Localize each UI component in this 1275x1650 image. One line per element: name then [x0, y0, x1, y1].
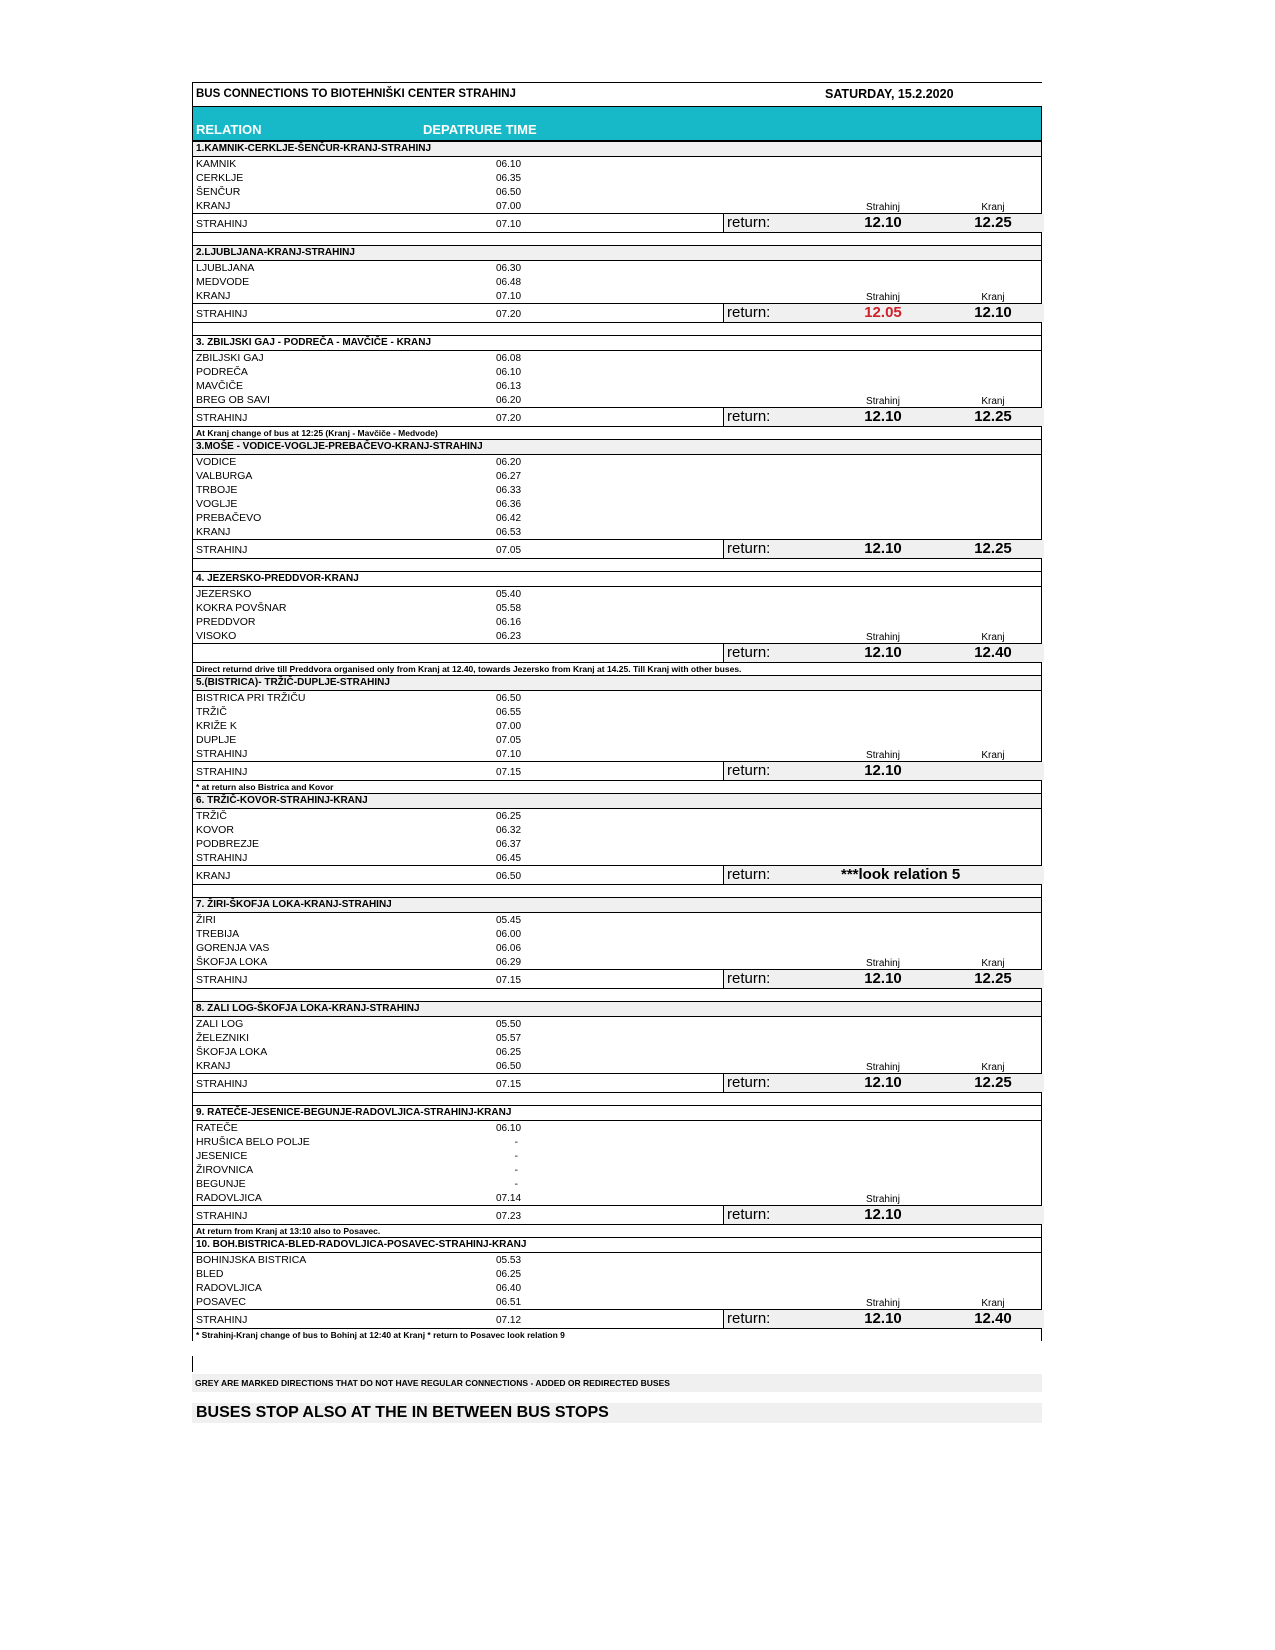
- stop-row: [193, 1191, 1041, 1205]
- stop-row: [193, 199, 1041, 213]
- departure-time: 07.10: [496, 749, 522, 760]
- return-col-strahinj-label: Strahinj: [866, 396, 900, 407]
- final-departure-time: 07.15: [496, 975, 522, 986]
- return-time-strahinj: 12.10: [864, 1206, 902, 1223]
- stop-name: KRANJ: [196, 526, 231, 538]
- return-label: return:: [727, 408, 771, 425]
- stop-row: [193, 809, 1041, 823]
- stop-name: BREG OB SAVI: [196, 394, 270, 406]
- stop-name: POSAVEC: [196, 1296, 246, 1308]
- document-title: BUS CONNECTIONS TO BIOTEHNIŠKI CENTER STRAHINJ: [196, 88, 516, 100]
- departure-time: 06.16: [496, 617, 522, 628]
- stop-name: TRŽIČ: [196, 810, 227, 822]
- departure-time: 06.42: [496, 513, 522, 524]
- stop-row: [193, 1253, 1041, 1267]
- return-time-kranj: 12.25: [974, 408, 1012, 425]
- stop-row: [193, 587, 1041, 601]
- stop-list: [193, 1017, 1042, 1073]
- stop-name: MAVČIČE: [196, 380, 244, 392]
- stop-name: ŽELEZNIKI: [196, 1032, 250, 1044]
- return-time-strahinj: 12.05: [864, 304, 902, 321]
- stop-name: KOVOR: [196, 824, 234, 836]
- stop-row: [193, 1177, 1041, 1191]
- relation-section: [192, 141, 1042, 245]
- stop-name: ŽIROVNICA: [196, 1164, 254, 1176]
- relation-title: 4. JEZERSKO-PREDDVOR-KRANJ: [193, 571, 1042, 587]
- stop-name: STRAHINJ: [196, 748, 248, 760]
- stop-list: [193, 455, 1042, 539]
- stop-row: [193, 171, 1041, 185]
- relation-title: 1.KAMNIK-CERKLJE-ŠENČUR-KRANJ-STRAHINJ: [193, 141, 1042, 157]
- departure-time: 06.06: [496, 943, 522, 954]
- departure-time: 06.20: [496, 395, 522, 406]
- document-date: SATURDAY, 15.2.2020: [825, 87, 954, 101]
- section-spacer: [193, 1092, 1042, 1105]
- departure-time: 06.23: [496, 631, 522, 642]
- stop-name: LJUBLJANA: [196, 262, 255, 274]
- stop-row: [193, 927, 1041, 941]
- stop-name: KOKRA POVŠNAR: [196, 602, 287, 614]
- final-stop-row: [193, 213, 1042, 232]
- departure-time: 06.08: [496, 353, 522, 364]
- relation-section: [192, 1105, 1042, 1237]
- stop-row: [193, 525, 1041, 539]
- final-stop-row: [193, 1205, 1042, 1224]
- stop-list: [193, 809, 1042, 865]
- final-departure-time: 06.50: [496, 871, 522, 882]
- return-time-strahinj: 12.10: [864, 408, 902, 425]
- section-spacer: [193, 322, 1042, 335]
- return-time-strahinj: 12.10: [864, 644, 902, 661]
- stop-row: [193, 1281, 1041, 1295]
- final-stop-name: STRAHINJ: [196, 766, 248, 778]
- departure-time: 06.40: [496, 1283, 522, 1294]
- final-departure-time: 07.15: [496, 767, 522, 778]
- return-col-kranj-label: Kranj: [981, 202, 1005, 213]
- stop-name: TRŽIČ: [196, 706, 227, 718]
- return-label: return:: [727, 1310, 771, 1327]
- stop-row: [193, 1295, 1041, 1309]
- final-stop-name: STRAHINJ: [196, 1078, 248, 1090]
- stop-list: [193, 351, 1042, 407]
- departure-time: 06.32: [496, 825, 522, 836]
- departure-time: 06.55: [496, 707, 522, 718]
- section-spacer: [193, 988, 1042, 1001]
- return-time-kranj: 12.25: [974, 1074, 1012, 1091]
- final-stop-name: STRAHINJ: [196, 412, 248, 424]
- departure-time: 06.27: [496, 471, 522, 482]
- stop-row: [193, 1135, 1041, 1149]
- stop-row: [193, 379, 1041, 393]
- bus-stops-note: BUSES STOP ALSO AT THE IN BETWEEN BUS STOPS: [192, 1403, 1042, 1423]
- stop-list: [193, 691, 1042, 761]
- return-col-kranj-label: Kranj: [981, 750, 1005, 761]
- stop-name: CERKLJE: [196, 172, 244, 184]
- stop-row: [193, 1059, 1041, 1073]
- final-stop-row: [193, 303, 1042, 322]
- stop-name: PODBREZJE: [196, 838, 260, 850]
- return-time-strahinj: 12.10: [864, 540, 902, 557]
- stop-name: JEZERSKO: [196, 588, 252, 600]
- stop-row: [193, 261, 1041, 275]
- stop-row: [193, 1031, 1041, 1045]
- stop-row: [193, 483, 1041, 497]
- final-stop-row: [193, 539, 1042, 558]
- stop-row: [193, 851, 1041, 865]
- return-col-strahinj-label: Strahinj: [866, 1062, 900, 1073]
- departure-time: 06.53: [496, 527, 522, 538]
- return-col-kranj-label: Kranj: [981, 396, 1005, 407]
- return-col-kranj-label: Kranj: [981, 958, 1005, 969]
- stop-name: RADOVLJICA: [196, 1282, 262, 1294]
- return-time-kranj: 12.25: [974, 214, 1012, 231]
- stop-name: ZBILJSKI GAJ: [196, 352, 264, 364]
- return-time-kranj: 12.40: [974, 1310, 1012, 1327]
- stop-row: [193, 289, 1041, 303]
- return-label: return:: [727, 304, 771, 321]
- stop-name: TREBIJA: [196, 928, 240, 940]
- stop-name: HRUŠICA BELO POLJE: [196, 1136, 310, 1148]
- departure-time: -: [514, 1179, 518, 1190]
- return-label: return:: [727, 866, 771, 883]
- column-header: [192, 106, 1042, 141]
- stop-name: BOHINJSKA BISTRICA: [196, 1254, 307, 1266]
- stop-name: GORENJA VAS: [196, 942, 270, 954]
- return-col-strahinj-label: Strahinj: [866, 750, 900, 761]
- final-stop-row: [193, 761, 1042, 780]
- relation-title: 8. ZALI LOG-ŠKOFJA LOKA-KRANJ-STRAHINJ: [193, 1001, 1042, 1017]
- stop-row: [193, 705, 1041, 719]
- return-label: return:: [727, 214, 771, 231]
- final-departure-time: 07.12: [496, 1315, 522, 1326]
- stop-name: DUPLJE: [196, 734, 237, 746]
- final-stop-row: [193, 407, 1042, 426]
- final-departure-time: 07.15: [496, 1079, 522, 1090]
- return-col-strahinj-label: Strahinj: [866, 292, 900, 303]
- final-departure-time: 07.23: [496, 1211, 522, 1222]
- stop-name: PREBAČEVO: [196, 512, 262, 524]
- stop-row: [193, 365, 1041, 379]
- stop-list: [193, 587, 1042, 643]
- return-col-kranj-label: Kranj: [981, 292, 1005, 303]
- relation-note: At return from Kranj at 13:10 also to Posavec.: [193, 1224, 1042, 1237]
- stop-name: VISOKO: [196, 630, 237, 642]
- departure-time: -: [514, 1151, 518, 1162]
- return-label: return:: [727, 762, 771, 779]
- departure-time: 06.50: [496, 693, 522, 704]
- timetable-sheet: [192, 82, 1042, 1341]
- stop-list: [193, 913, 1042, 969]
- stop-row: [193, 733, 1041, 747]
- stop-list: [193, 1121, 1042, 1205]
- section-spacer: [193, 558, 1042, 571]
- section-spacer: [193, 884, 1042, 897]
- return-time-strahinj: 12.10: [864, 1310, 902, 1327]
- stop-name: MEDVODE: [196, 276, 250, 288]
- stop-row: [193, 691, 1041, 705]
- stop-row: [193, 469, 1041, 483]
- stop-name: ŽIRI: [196, 914, 216, 926]
- relation-section: [192, 1001, 1042, 1105]
- stop-row: [193, 747, 1041, 761]
- departure-time: -: [514, 1137, 518, 1148]
- stop-name: KRANJ: [196, 1060, 231, 1072]
- relations-list: [192, 141, 1042, 1341]
- stop-row: [193, 601, 1041, 615]
- stop-name: STRAHINJ: [196, 852, 248, 864]
- relation-section: [192, 897, 1042, 1001]
- final-stop-name: STRAHINJ: [196, 1210, 248, 1222]
- departure-time: 06.13: [496, 381, 522, 392]
- departure-time: 06.00: [496, 929, 522, 940]
- departure-time: 06.45: [496, 853, 522, 864]
- relation-note: At Kranj change of bus at 12:25 (Kranj - Mavčiče - Medvode): [193, 426, 1042, 439]
- return-label: return:: [727, 1206, 771, 1223]
- final-departure-time: 07.10: [496, 219, 522, 230]
- stop-row: [193, 497, 1041, 511]
- departure-time: 06.50: [496, 187, 522, 198]
- stop-row: [193, 1149, 1041, 1163]
- stop-name: VOGLJE: [196, 498, 238, 510]
- stop-name: BEGUNJE: [196, 1178, 246, 1190]
- return-col-kranj-label: Kranj: [981, 1298, 1005, 1309]
- return-col-kranj-label: Kranj: [981, 632, 1005, 643]
- return-col-strahinj-label: Strahinj: [866, 1194, 900, 1205]
- stop-name: ŠKOFJA LOKA: [196, 1046, 268, 1058]
- relation-title: 7. ŽIRI-ŠKOFJA LOKA-KRANJ-STRAHINJ: [193, 897, 1042, 913]
- relation-section: [192, 571, 1042, 675]
- relation-section: [192, 793, 1042, 897]
- grey-legend-note: GREY ARE MARKED DIRECTIONS THAT DO NOT HAVE REGULAR CONNECTIONS - ADDED OR REDIRECTED BUSES: [192, 1374, 1042, 1392]
- departure-time: 06.10: [496, 159, 522, 170]
- relation-title: 6. TRŽIČ-KOVOR-STRAHINJ-KRANJ: [193, 793, 1042, 809]
- final-stop-name: STRAHINJ: [196, 308, 248, 320]
- return-label: return:: [727, 540, 771, 557]
- departure-time: 05.50: [496, 1019, 522, 1030]
- departure-time: 06.30: [496, 263, 522, 274]
- stop-row: [193, 629, 1041, 643]
- left-border-end: [192, 1356, 193, 1372]
- return-col-strahinj-label: Strahinj: [866, 958, 900, 969]
- stop-name: ŠENČUR: [196, 186, 241, 198]
- title-row: [192, 82, 1042, 106]
- relation-title: 3.MOŠE - VODICE-VOGLJE-PREBAČEVO-KRANJ-STRAHINJ: [193, 439, 1042, 455]
- relation-section: [192, 439, 1042, 571]
- final-departure-time: 07.20: [496, 413, 522, 424]
- departure-time: 05.58: [496, 603, 522, 614]
- final-stop-row: [193, 865, 1042, 884]
- relation-section: [192, 1237, 1042, 1341]
- stop-row: [193, 615, 1041, 629]
- departure-time: 06.35: [496, 173, 522, 184]
- stop-name: KRANJ: [196, 200, 231, 212]
- return-label: return:: [727, 644, 771, 661]
- departure-time: 06.29: [496, 957, 522, 968]
- departure-time: 06.25: [496, 811, 522, 822]
- return-time-strahinj: 12.10: [864, 1074, 902, 1091]
- stop-name: KRANJ: [196, 290, 231, 302]
- departure-time: 07.00: [496, 201, 522, 212]
- relation-section: [192, 675, 1042, 793]
- stop-row: [193, 1045, 1041, 1059]
- departure-time: 05.45: [496, 915, 522, 926]
- stop-name: VODICE: [196, 456, 237, 468]
- departure-time: 07.05: [496, 735, 522, 746]
- stop-list: [193, 1253, 1042, 1309]
- stop-row: [193, 275, 1041, 289]
- stop-row: [193, 1017, 1041, 1031]
- departure-time: 07.00: [496, 721, 522, 732]
- stop-row: [193, 941, 1041, 955]
- stop-name: PODREČA: [196, 366, 248, 378]
- stop-row: [193, 1163, 1041, 1177]
- stop-name: ŠKOFJA LOKA: [196, 956, 268, 968]
- relation-title: 9. RATEČE-JESENICE-BEGUNJE-RADOVLJICA-STRAHINJ-KRANJ: [193, 1105, 1042, 1121]
- departure-time: 06.51: [496, 1297, 522, 1308]
- final-stop-row: [193, 1073, 1042, 1092]
- departure-time: 06.25: [496, 1047, 522, 1058]
- stop-name: KRIŽE K: [196, 720, 237, 732]
- departure-time: 06.10: [496, 1123, 522, 1134]
- relation-note: Direct returnd drive till Preddvora organised only from Kranj at 12.40, towards Jezersko from Kranj at 14.25. Till Kranj with other buses.: [193, 662, 1042, 675]
- relation-title: 10. BOH.BISTRICA-BLED-RADOVLJICA-POSAVEC-STRAHINJ-KRANJ: [193, 1237, 1042, 1253]
- stop-row: [193, 913, 1041, 927]
- return-time-kranj: 12.40: [974, 644, 1012, 661]
- stop-name: RADOVLJICA: [196, 1192, 262, 1204]
- return-col-strahinj-label: Strahinj: [866, 632, 900, 643]
- stop-row: [193, 1267, 1041, 1281]
- departure-time: 05.57: [496, 1033, 522, 1044]
- stop-name: VALBURGA: [196, 470, 253, 482]
- return-time-kranj: 12.25: [974, 970, 1012, 987]
- departure-time: 05.53: [496, 1255, 522, 1266]
- stop-name: RATEČE: [196, 1122, 238, 1134]
- return-col-strahinj-label: Strahinj: [866, 1298, 900, 1309]
- stop-list: [193, 157, 1042, 213]
- departure-time: 06.36: [496, 499, 522, 510]
- return-col-strahinj-label: Strahinj: [866, 202, 900, 213]
- relation-note: * at return also Bistrica and Kovor: [193, 780, 1042, 793]
- departure-time: 06.10: [496, 367, 522, 378]
- return-label: return:: [727, 970, 771, 987]
- stop-row: [193, 719, 1041, 733]
- final-stop-name: KRANJ: [196, 870, 231, 882]
- stop-row: [193, 823, 1041, 837]
- final-stop-name: STRAHINJ: [196, 1314, 248, 1326]
- final-stop-row: [193, 643, 1042, 662]
- return-time-kranj: 12.10: [974, 304, 1012, 321]
- stop-row: [193, 455, 1041, 469]
- final-stop-name: STRAHINJ: [196, 974, 248, 986]
- stop-name: PREDDVOR: [196, 616, 256, 628]
- final-stop-name: STRAHINJ: [196, 544, 248, 556]
- final-stop-row: [193, 969, 1042, 988]
- departure-time: 05.40: [496, 589, 522, 600]
- stop-name: KAMNIK: [196, 158, 237, 170]
- departure-time: -: [514, 1165, 518, 1176]
- relation-title: 3. ZBILJSKI GAJ - PODREČA - MAVČIČE - KRANJ: [193, 335, 1042, 351]
- stop-row: [193, 351, 1041, 365]
- departure-time: 06.25: [496, 1269, 522, 1280]
- return-time-kranj: 12.25: [974, 540, 1012, 557]
- departure-time: 06.50: [496, 1061, 522, 1072]
- return-time-strahinj: 12.10: [864, 214, 902, 231]
- return-label: return:: [727, 1074, 771, 1091]
- departure-time: 07.10: [496, 291, 522, 302]
- relation-note: * Strahinj-Kranj change of bus to Bohinj at 12:40 at Kranj * return to Posavec look relation 9: [193, 1328, 1042, 1341]
- departure-time: 07.14: [496, 1193, 522, 1204]
- stop-name: BLED: [196, 1268, 224, 1280]
- stop-row: [193, 511, 1041, 525]
- relation-section: [192, 335, 1042, 439]
- stop-row: [193, 185, 1041, 199]
- return-col-kranj-label: Kranj: [981, 1062, 1005, 1073]
- relation-section: [192, 245, 1042, 335]
- return-time-strahinj: 12.10: [864, 970, 902, 987]
- stop-row: [193, 955, 1041, 969]
- departure-time: 06.37: [496, 839, 522, 850]
- departure-time: 06.20: [496, 457, 522, 468]
- return-time-strahinj: ***look relation 5: [841, 866, 961, 883]
- stop-row: [193, 393, 1041, 407]
- stop-row: [193, 837, 1041, 851]
- stop-name: BISTRICA PRI TRŽIČU: [196, 692, 306, 704]
- final-departure-time: 07.05: [496, 545, 522, 556]
- final-stop-row: [193, 1309, 1042, 1328]
- stop-name: ZALI LOG: [196, 1018, 244, 1030]
- departure-header: DEPATRURE TIME: [423, 122, 537, 137]
- stop-row: [193, 1121, 1041, 1135]
- departure-time: 06.33: [496, 485, 522, 496]
- stop-name: TRBOJE: [196, 484, 238, 496]
- stop-list: [193, 261, 1042, 303]
- final-stop-name: STRAHINJ: [196, 218, 248, 230]
- relation-title: 2.LJUBLJANA-KRANJ-STRAHINJ: [193, 245, 1042, 261]
- section-spacer: [193, 232, 1042, 245]
- final-departure-time: 07.20: [496, 309, 522, 320]
- relation-header: RELATION: [196, 122, 262, 137]
- relation-title: 5.(BISTRICA)- TRŽIČ-DUPLJE-STRAHINJ: [193, 675, 1042, 691]
- departure-time: 06.48: [496, 277, 522, 288]
- stop-name: JESENICE: [196, 1150, 248, 1162]
- return-time-strahinj: 12.10: [864, 762, 902, 779]
- stop-row: [193, 157, 1041, 171]
